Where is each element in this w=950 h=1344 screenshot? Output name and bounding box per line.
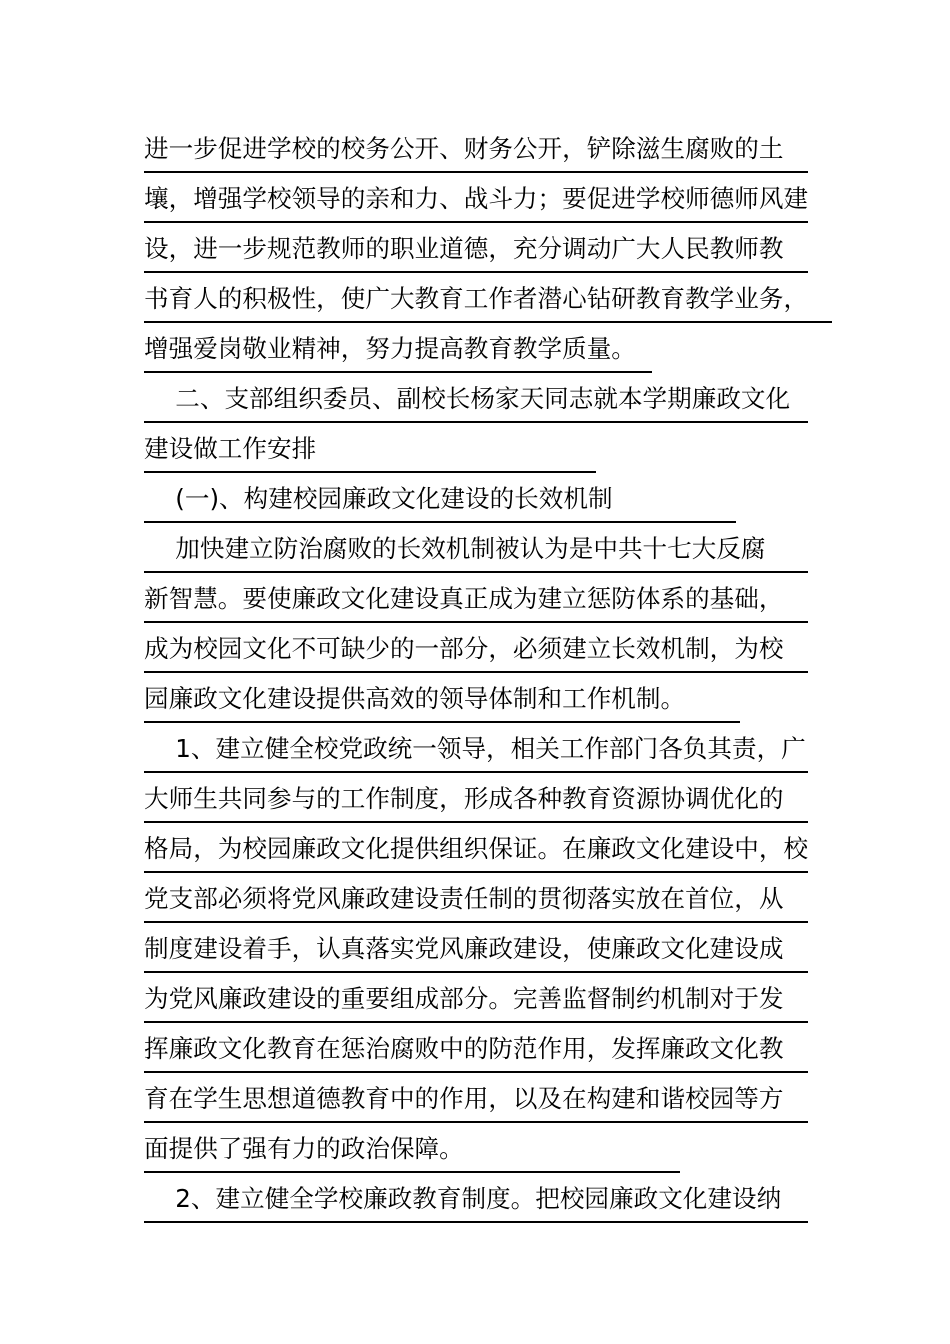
text-line: 挥廉政文化教育在惩治腐败中的防范作用，发挥廉政文化教	[144, 1027, 808, 1073]
text-line: 1、建立健全校党政统一领导，相关工作部门各负其责，广	[144, 727, 808, 773]
text-line: 壤，增强学校领导的亲和力、战斗力；要促进学校师德师风建	[144, 177, 808, 223]
text-line: 园廉政文化建设提供高效的领导体制和工作机制。	[144, 677, 740, 723]
text-line: 增强爱岗敬业精神，努力提高教育教学质量。	[144, 327, 652, 373]
subsection-heading: (一)、构建校园廉政文化建设的长效机制	[144, 477, 736, 523]
text-line: 面提供了强有力的政治保障。	[144, 1127, 680, 1173]
text-line: 设，进一步规范教师的职业道德，充分调动广大人民教师教	[144, 227, 808, 273]
text-line: 党支部必须将党风廉政建设责任制的贯彻落实放在首位，从	[144, 877, 808, 923]
section-heading: 建设做工作安排	[144, 427, 596, 473]
text-line: 加快建立防治腐败的长效机制被认为是中共十七大反腐	[144, 527, 808, 573]
text-line: 大师生共同参与的工作制度，形成各种教育资源协调优化的	[144, 777, 808, 823]
text-line: 成为校园文化不可缺少的一部分，必须建立长效机制，为校	[144, 627, 808, 673]
text-line: 新智慧。要使廉政文化建设真正成为建立惩防体系的基础，	[144, 577, 808, 623]
text-line: 育在学生思想道德教育中的作用，以及在构建和谐校园等方	[144, 1077, 808, 1123]
text-line: 书育人的积极性，使广大教育工作者潜心钻研教育教学业务，	[144, 277, 832, 323]
text-line: 2、建立健全学校廉政教育制度。把校园廉政文化建设纳	[144, 1177, 808, 1223]
text-line: 格局，为校园廉政文化提供组织保证。在廉政文化建设中，校	[144, 827, 808, 873]
text-line: 进一步促进学校的校务公开、财务公开，铲除滋生腐败的土	[144, 127, 808, 173]
section-heading: 二、支部组织委员、副校长杨家天同志就本学期廉政文化	[144, 377, 808, 423]
text-line: 制度建设着手，认真落实党风廉政建设，使廉政文化建设成	[144, 927, 808, 973]
text-line: 为党风廉政建设的重要组成部分。完善监督制约机制对于发	[144, 977, 808, 1023]
